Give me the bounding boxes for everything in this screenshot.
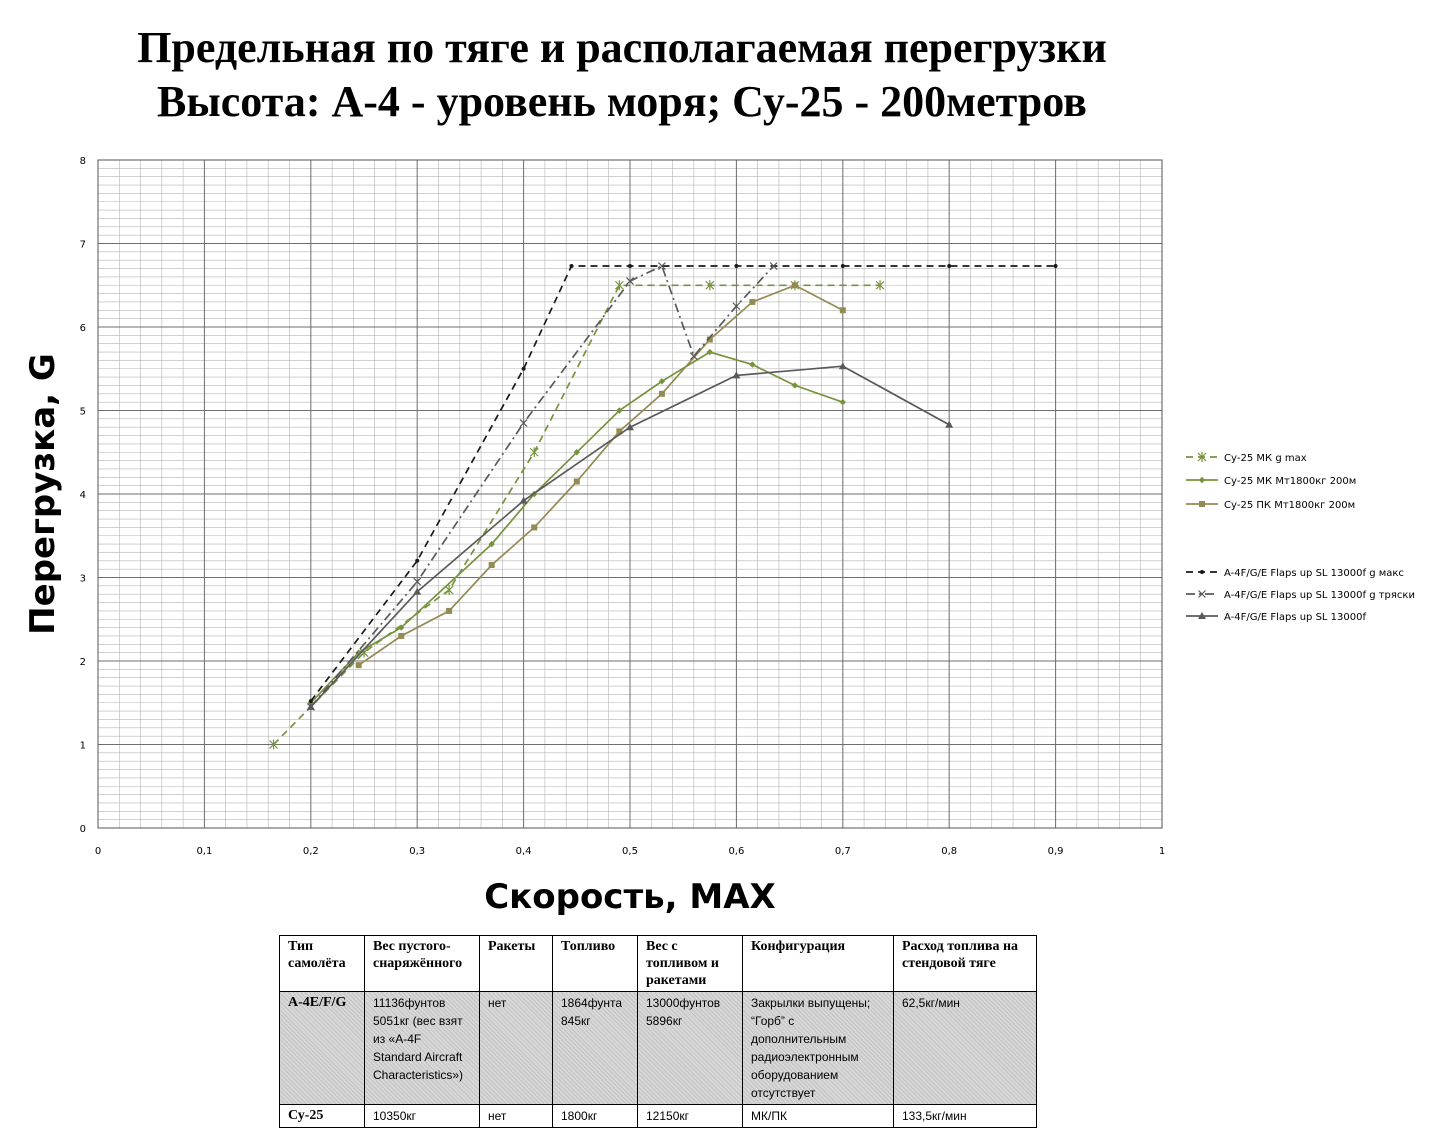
data-point — [947, 264, 951, 268]
y-tick-label: 8 — [79, 156, 86, 167]
x-tick-label: 0 — [94, 846, 102, 857]
table-cell: A-4E/F/G — [280, 992, 365, 1105]
chart-title-line-1: Предельная по тяге и располагаемая перегрузки — [137, 23, 1107, 72]
x-axis-label: Скорость, МАХ — [484, 877, 776, 917]
table-cell: нет — [480, 1105, 553, 1128]
table-cell: 13000фунтов 5896кг — [638, 992, 743, 1105]
x-tick-label: 0,5 — [622, 846, 638, 857]
table-row — [280, 1105, 1037, 1128]
data-point — [792, 282, 798, 288]
table-header-cell: Ракеты — [480, 936, 553, 992]
data-point — [734, 264, 738, 268]
x-tick-label: 0,1 — [196, 846, 213, 857]
table-cell: 10350кг — [365, 1105, 480, 1128]
y-axis-ticks — [80, 156, 86, 835]
y-axis-label: Перегрузка, G — [23, 353, 63, 635]
legend-marker — [1200, 570, 1204, 574]
x-axis-ticks — [95, 846, 1165, 857]
data-point — [531, 524, 537, 530]
legend-marker — [1199, 477, 1205, 483]
legend-label: Су-25 МК g max — [1224, 453, 1307, 464]
data-point — [628, 264, 632, 268]
legend-label: A-4F/G/E Flaps up SL 13000f — [1224, 612, 1367, 623]
data-point — [749, 299, 755, 305]
series-line-1 — [274, 285, 880, 744]
legend-marker — [1199, 501, 1205, 507]
table-cell: 133,5кг/мин — [894, 1105, 1037, 1128]
data-point — [945, 421, 953, 428]
table-cell: Закрылки выпущены; “Горб” с дополнительным радиоэлектронным оборудованием отсутствует — [743, 992, 894, 1105]
data-point — [841, 264, 845, 268]
table-cell: МК/ПК — [743, 1105, 894, 1128]
data-point — [749, 361, 755, 367]
data-point — [522, 367, 526, 371]
aircraft-comparison-table — [279, 935, 1037, 1128]
x-tick-label: 0,9 — [1047, 846, 1064, 857]
y-tick-label: 0 — [79, 824, 86, 835]
x-tick-label: 0,7 — [834, 846, 851, 857]
table-header-cell: Вес с топливом и ракетами — [638, 936, 743, 992]
data-point — [574, 478, 580, 484]
y-tick-label: 4 — [79, 490, 86, 501]
data-point — [840, 399, 846, 405]
data-point — [569, 264, 573, 268]
table-cell: 62,5кг/мин — [894, 992, 1037, 1105]
table-header-cell: Тип самолёта — [280, 936, 365, 992]
x-tick-label: 1 — [1158, 846, 1166, 857]
x-tick-label: 0,2 — [302, 846, 319, 857]
chart-legend — [1186, 452, 1415, 623]
data-point — [1054, 264, 1058, 268]
x-tick-label: 0,3 — [409, 846, 426, 857]
table-cell: нет — [480, 992, 553, 1105]
table-cell: 1864фунта 845кг — [553, 992, 638, 1105]
data-point — [398, 633, 404, 639]
table-cell: 12150кг — [638, 1105, 743, 1128]
y-tick-label: 3 — [79, 573, 86, 585]
data-point — [415, 559, 419, 563]
data-point — [840, 307, 846, 313]
data-point — [309, 699, 313, 703]
y-tick-label: 7 — [79, 239, 86, 251]
y-tick-label: 5 — [79, 406, 86, 418]
legend-label: Су-25 ПК Мт1800кг 200м — [1224, 500, 1356, 511]
table-cell: 1800кг — [553, 1105, 638, 1128]
table-cell: 11136фунтов 5051кг (вес взят из «A-4F Standard Aircraft Characteristics») — [365, 992, 480, 1105]
y-tick-label: 6 — [79, 323, 86, 334]
chart-plot — [0, 140, 1440, 930]
data-point — [520, 497, 528, 504]
table-header-cell: Вес пустого-снаряжённого — [365, 936, 480, 992]
legend-label: A-4F/G/E Flaps up SL 13000f g тряски — [1224, 590, 1415, 601]
table-header-cell: Конфигурация — [743, 936, 894, 992]
x-tick-label: 0,6 — [728, 846, 745, 857]
data-point — [792, 382, 798, 388]
y-tick-label: 1 — [79, 740, 86, 752]
table-row — [280, 992, 1037, 1105]
legend-label: Су-25 МК Мт1800кг 200м — [1224, 476, 1357, 487]
series-line-3 — [359, 285, 843, 665]
table-header-cell: Топливо — [553, 936, 638, 992]
data-point — [659, 391, 665, 397]
table-header-row — [280, 936, 1037, 992]
legend-label: A-4F/G/E Flaps up SL 13000f g макс — [1224, 568, 1404, 579]
data-point — [446, 608, 452, 614]
table-header-cell: Расход топлива на стендовой тяге — [894, 936, 1037, 992]
chart-title-line-2: Высота: А-4 - уровень моря; Су-25 - 200метров — [157, 77, 1087, 126]
table-cell: Су-25 — [280, 1105, 365, 1128]
x-tick-label: 0,4 — [515, 846, 532, 857]
x-tick-label: 0,8 — [941, 846, 958, 857]
data-point — [356, 662, 362, 668]
y-tick-label: 2 — [79, 657, 86, 668]
data-point — [489, 562, 495, 568]
chart-grid — [98, 160, 1162, 828]
